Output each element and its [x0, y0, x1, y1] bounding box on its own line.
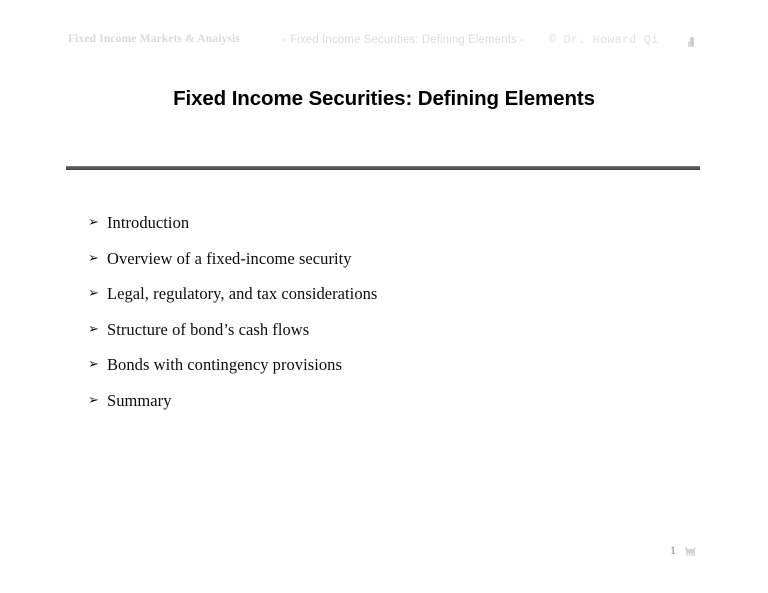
list-item-label: Bonds with contingency provisions [107, 355, 342, 375]
list-item-label: Summary [107, 390, 172, 410]
list-item-label: Overview of a fixed-income security [107, 248, 352, 268]
list-item [88, 391, 708, 427]
arrowhead-bullet-icon: ➢ [88, 250, 99, 266]
list-item [88, 249, 708, 285]
list-item-label: Legal, regulatory, and tax considerations [107, 284, 378, 304]
slide-footer [0, 543, 768, 561]
list-item [88, 355, 708, 391]
header-course-title: Fixed Income Markets & Analysis [68, 33, 241, 45]
header-copyright: © Dr. Howard Qi [549, 34, 659, 47]
list-item [88, 284, 708, 320]
page-corner-icon [685, 35, 697, 49]
footer-glyph-icon [684, 546, 697, 557]
title-divider-rule [66, 166, 700, 170]
list-item [88, 213, 708, 249]
list-item [88, 320, 708, 356]
arrowhead-bullet-icon: ➢ [88, 215, 99, 230]
page-number: 1 [670, 543, 676, 557]
arrowhead-bullet-icon: ➢ [88, 321, 99, 337]
slide-header [0, 33, 768, 53]
page-title: Fixed Income Securities: Defining Elements [173, 87, 595, 110]
list-item-label: Introduction [107, 213, 190, 232]
arrowhead-bullet-icon: ➢ [88, 286, 99, 302]
list-item-label: Structure of bond’s cash flows [107, 319, 310, 339]
arrowhead-bullet-icon: ➢ [88, 392, 99, 408]
header-chapter-title: - Fixed Income Securities: Defining Elements - [283, 34, 525, 46]
outline-list [88, 213, 708, 427]
arrowhead-bullet-icon: ➢ [88, 357, 99, 373]
